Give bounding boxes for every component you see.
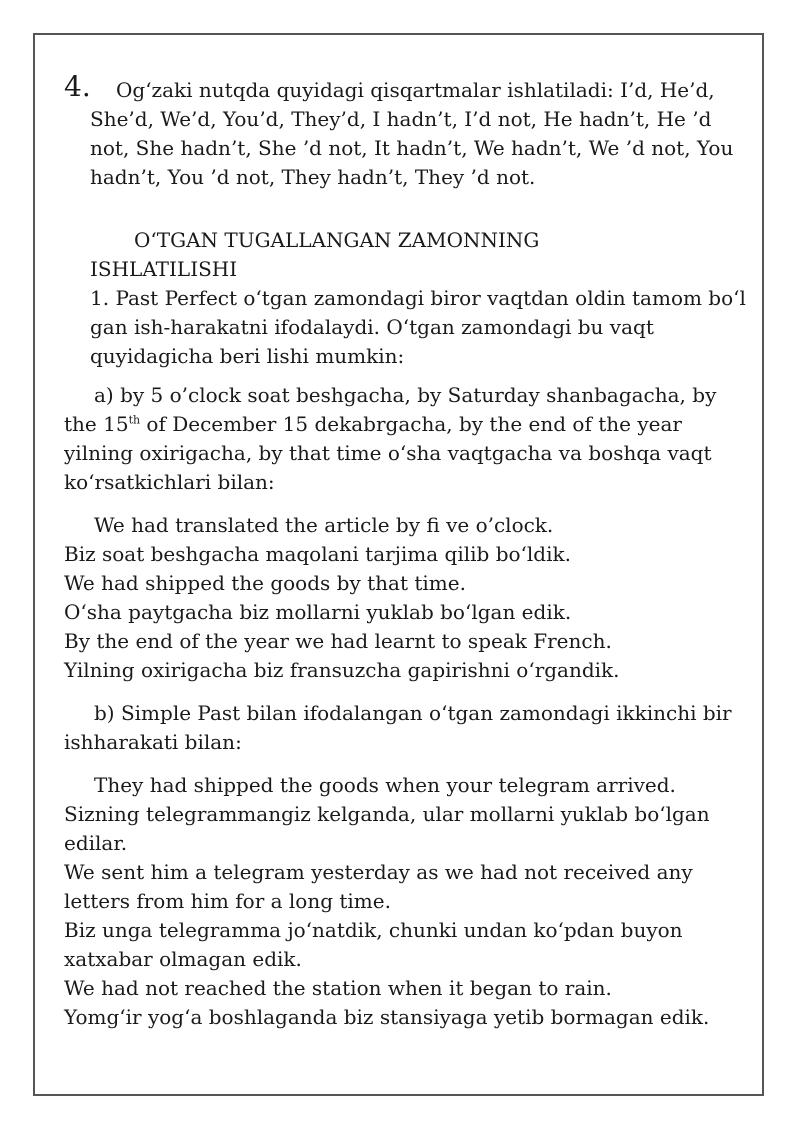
item-4-body: Og‘zaki nutqda quyidagi qisqartmalar ishlatiladi: I’d, He’d, She’d, We’d, You’d, They’d, I hadn’t, I’d not, He hadn’t, He ’d not, She hadn’t, She ’d not, It hadn’t, We hadn’t, We ’d not, You hadn’t, You ’d not, They hadn’t, They ’d not.	[90, 78, 734, 189]
example-line: Biz soat beshgacha maqolani tarjima qilib bo‘ldik.	[64, 542, 571, 566]
item-number: 4.	[64, 70, 91, 103]
example-line: By the end of the year we had learnt to speak French.	[64, 629, 612, 653]
example-line: We had not reached the station when it began to rain.	[64, 976, 612, 1000]
example-line: Yilning oxirigacha biz fransuzcha gapirishni o‘rgandik.	[64, 658, 620, 682]
section-heading-line2: ISHLATILISHI	[90, 257, 238, 281]
example-line: We had shipped the goods by that time.	[64, 571, 466, 595]
point-a-superscript: th	[128, 413, 141, 427]
examples-a	[64, 511, 754, 685]
examples-b	[64, 771, 754, 1032]
example-line: We had translated the article by fi ve o’clock.	[94, 513, 554, 537]
section-heading-line1: O‘TGAN TUGALLANGAN ZAMONNING	[134, 228, 540, 252]
point-a	[64, 381, 754, 497]
point-a-text-before: a) by 5 o’clock soat beshgacha, by Saturday shanbagacha, by the 15	[64, 383, 717, 436]
item-4-text	[90, 76, 754, 192]
example-line: Yomg‘ir yog‘a boshlaganda biz stansiyaga yetib bormagan edik.	[64, 1005, 710, 1029]
point-a-text-after: of December 15 dekabrgacha, by the end of the year yilning oxirigacha, by that time o‘sha vaqtgacha va boshqa vaqt ko‘rsatkichlari bilan:	[64, 412, 712, 494]
example-line: O‘sha paytgacha biz mollarni yuklab bo‘lgan edik.	[64, 600, 572, 624]
page-content	[64, 70, 754, 1046]
item-4	[64, 70, 754, 192]
example-line: Sizning telegrammangiz kelganda, ular mollarni yuklab bo‘lgan edilar.	[64, 802, 710, 855]
example-line: They had shipped the goods when your telegram arrived.	[94, 773, 676, 797]
point-b: b) Simple Past bilan ifodalangan o‘tgan zamondagi ikkinchi bir ishharakati bilan:	[64, 701, 732, 754]
rule-1: 1. Past Perfect o‘tgan zamondagi biror vaqtdan oldin tamom bo‘l gan ish-harakatni ifodalaydi. O‘tgan zamondagi bu vaqt quyidagicha beri lishi mumkin:	[90, 286, 746, 368]
example-line: Biz unga telegramma jo‘natdik, chunki undan ko‘pdan buyon xatxabar olmagan edik.	[64, 918, 683, 971]
example-line: We sent him a telegram yesterday as we had not received any letters from him for a long time.	[64, 860, 693, 913]
